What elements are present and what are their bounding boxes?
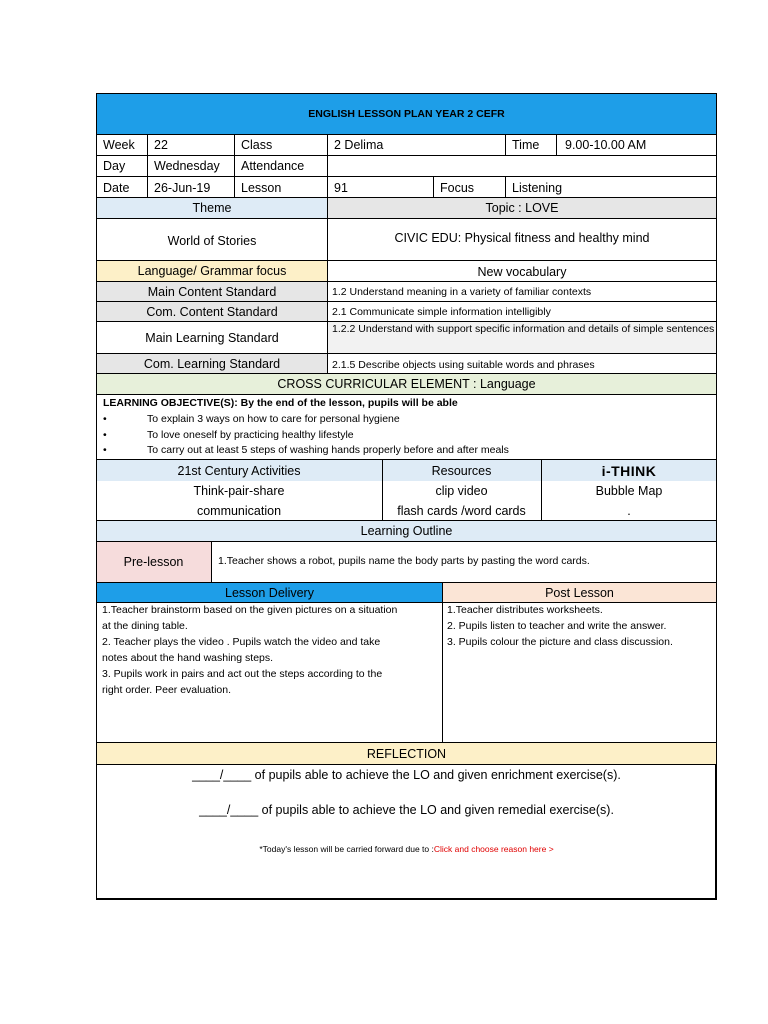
topic-value: CIVIC EDU: Physical fitness and healthy mind [394,231,650,245]
post-line: 2. Pupils listen to teacher and write the answer. [447,620,667,632]
ithink-logo: i-THINK [601,462,657,479]
cross-curricular-label: CROSS CURRICULAR ELEMENT : Language [277,377,536,391]
main-content-standard-value: 1.2 Understand meaning in a variety of familiar contexts [332,285,592,298]
lesson-label: Lesson [241,180,282,195]
bullet-icon: • [103,429,107,441]
focus-value: Listening [512,180,563,195]
day-label: Day [103,159,126,173]
topic-label: Topic : LOVE [485,201,559,215]
ithink-map: Bubble Map [595,484,663,498]
main-learning-standard-label: Main Learning Standard [145,330,279,345]
bullet-icon: • [103,444,107,456]
reflection-enrichment: ____/____ of pupils able to achieve the LO and given enrichment exercise(s). [192,768,621,782]
main-learning-standard-value: 1.2.2 Understand with support specific information and details of simple sentences [332,323,715,335]
com-content-standard-label: Com. Content Standard [146,304,278,319]
century-activities-label: 21st Century Activities [177,463,301,478]
pre-lesson-text: 1.Teacher shows a robot, pupils name the body parts by pasting the word cards. [218,555,590,567]
bullet-icon: • [103,413,107,425]
delivery-line: 3. Pupils work in pairs and act out the steps according to the [102,668,383,680]
delivery-line: 2. Teacher plays the video . Pupils watch the video and take [102,636,381,648]
grammar-focus-label: Language/ Grammar focus [137,264,287,278]
objectives-heading: LEARNING OBJECTIVE(S): By the end of the lesson, pupils will be able [103,397,458,409]
lesson-value: 91 [334,180,348,195]
date-label: Date [103,180,130,195]
objective-item: • To love oneself by practicing healthy lifestyle [103,429,354,441]
time-value: 9.00-10.00 AM [565,138,647,152]
delivery-line: notes about the hand washing steps. [102,652,274,664]
lesson-delivery-label: Lesson Delivery [225,585,314,600]
century-activity-1: Think-pair-share [193,484,285,498]
class-value: 2 Delima [334,138,384,152]
main-content-standard-label: Main Content Standard [147,284,277,299]
new-vocabulary-label: New vocabulary [477,265,567,279]
class-label: Class [241,138,273,152]
ithink-extra: . [627,504,631,518]
theme-value: World of Stories [167,233,257,248]
week-label: Week [103,138,135,152]
theme-label: Theme [192,201,232,215]
objective-item: • To carry out at least 5 steps of washing hands properly before and after meals [103,444,509,456]
pre-lesson-label: Pre-lesson [123,555,184,569]
reason-dropdown[interactable]: Click and choose reason here > [433,844,554,854]
reflection-label: REFLECTION [366,746,447,761]
reflection-remedial: ____/____ of pupils able to achieve the LO and given remedial exercise(s). [199,803,614,817]
objective-item: • To explain 3 ways on how to care for personal hygiene [103,413,400,425]
resource-2: flash cards /word cards [397,504,526,518]
learning-outline-label: Learning Outline [360,524,453,538]
resource-1: clip video [435,484,488,498]
date-value: 26-Jun-19 [154,180,211,195]
delivery-line: 1.Teacher brainstorm based on the given pictures on a situation [102,604,398,616]
time-label: Time [512,138,540,152]
attendance-value [328,156,716,176]
com-learning-standard-label: Com. Learning Standard [143,356,281,371]
post-line: 1.Teacher distributes worksheets. [447,604,603,616]
century-activity-2: communication [196,504,282,518]
delivery-line: at the dining table. [102,620,188,632]
delivery-line: right order. Peer evaluation. [102,684,231,696]
resources-label: Resources [431,463,492,478]
focus-label: Focus [440,180,475,195]
com-learning-standard-value: 2.1.5 Describe objects using suitable words and phrases [332,358,595,371]
week-value: 22 [154,138,168,152]
com-content-standard-value: 2.1 Communicate simple information intelligibly [332,305,551,318]
day-value: Wednesday [154,159,220,173]
post-line: 3. Pupils colour the picture and class discussion. [447,636,673,648]
attendance-label: Attendance [241,159,305,173]
carry-forward-note: *Today's lesson will be carried forward due to : Click and choose reason here > [259,844,554,854]
post-lesson-label: Post Lesson [545,585,614,600]
lesson-plan-title: ENGLISH LESSON PLAN YEAR 2 CEFR [308,108,505,120]
